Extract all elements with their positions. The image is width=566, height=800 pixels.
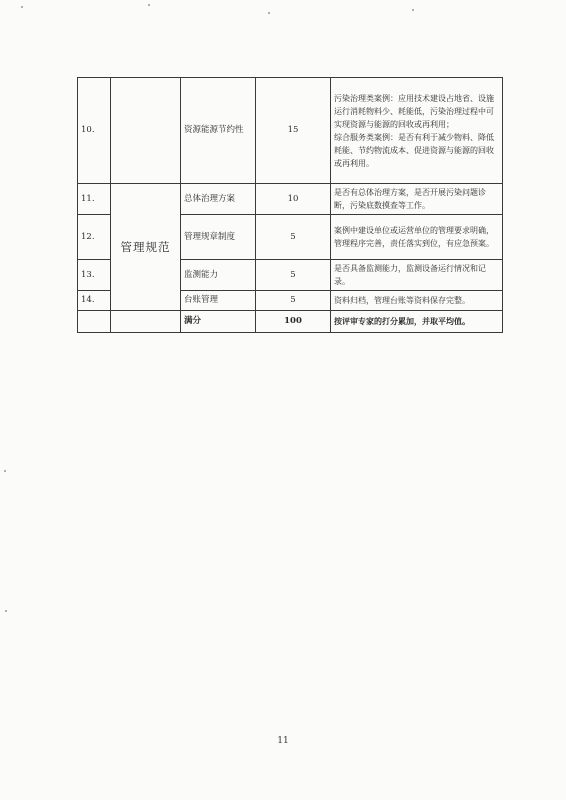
scan-speck — [21, 6, 23, 8]
row-number: 11. — [78, 184, 111, 215]
standard-text: 案例中建设单位或运营单位的管理要求明确，管理程序完善，责任落实到位，有应急预案。 — [334, 226, 494, 248]
score-cell: 5 — [256, 215, 331, 260]
category-cell — [111, 78, 181, 184]
scan-speck — [4, 470, 6, 472]
row-number: 12. — [78, 215, 111, 260]
item-name: 台账管理 — [181, 291, 256, 311]
table-row — [78, 184, 503, 215]
scan-speck — [5, 610, 7, 612]
item-name: 资源能源节约性 — [181, 78, 256, 184]
total-score: 100 — [256, 311, 331, 333]
standard-cell — [331, 78, 503, 184]
item-name: 总体治理方案 — [181, 184, 256, 215]
category-cell: 管理规范 — [111, 184, 181, 311]
standard-cell — [331, 260, 503, 291]
standard-text: 资料归档，管理台账等资料保存完整。 — [334, 296, 470, 305]
score-cell: 5 — [256, 260, 331, 291]
standard-cell — [331, 184, 503, 215]
row-number: 13. — [78, 260, 111, 291]
item-name: 监测能力 — [181, 260, 256, 291]
standard-text: 是否有总体治理方案，是否开展污染问题诊断，污染底数摸查等工作。 — [334, 188, 486, 210]
scan-speck — [268, 12, 270, 14]
score-cell: 5 — [256, 291, 331, 311]
standard-text: 是否具备监测能力，监测设备运行情况和记录。 — [334, 264, 486, 286]
standard-cell — [331, 215, 503, 260]
standard-text: 综合服务类案例：是否有利于减少物料、降低耗能、节约物流成本、促进资源与能源的回收或再利用。 — [334, 132, 494, 168]
row-number: 14. — [78, 291, 111, 311]
item-name: 管理规章制度 — [181, 215, 256, 260]
category-cell — [111, 311, 181, 333]
page-number: 11 — [277, 736, 289, 746]
total-standard: 按评审专家的打分累加，并取平均值。 — [331, 311, 503, 333]
evaluation-criteria-table — [77, 77, 503, 333]
standard-cell — [331, 291, 503, 311]
table-row-total — [78, 311, 503, 333]
score-cell: 15 — [256, 78, 331, 184]
scan-speck — [412, 9, 414, 11]
scan-speck — [148, 4, 150, 6]
score-cell: 10 — [256, 184, 331, 215]
table-row — [78, 78, 503, 184]
row-number: 10. — [78, 78, 111, 184]
standard-text: 污染治理类案例：应用技术建设占地省、设施运行消耗物料少、耗能低，污染治理过程中可实现资源与能源的回收或再利用； — [334, 93, 494, 129]
row-number — [78, 311, 111, 333]
total-label: 满分 — [181, 311, 256, 333]
